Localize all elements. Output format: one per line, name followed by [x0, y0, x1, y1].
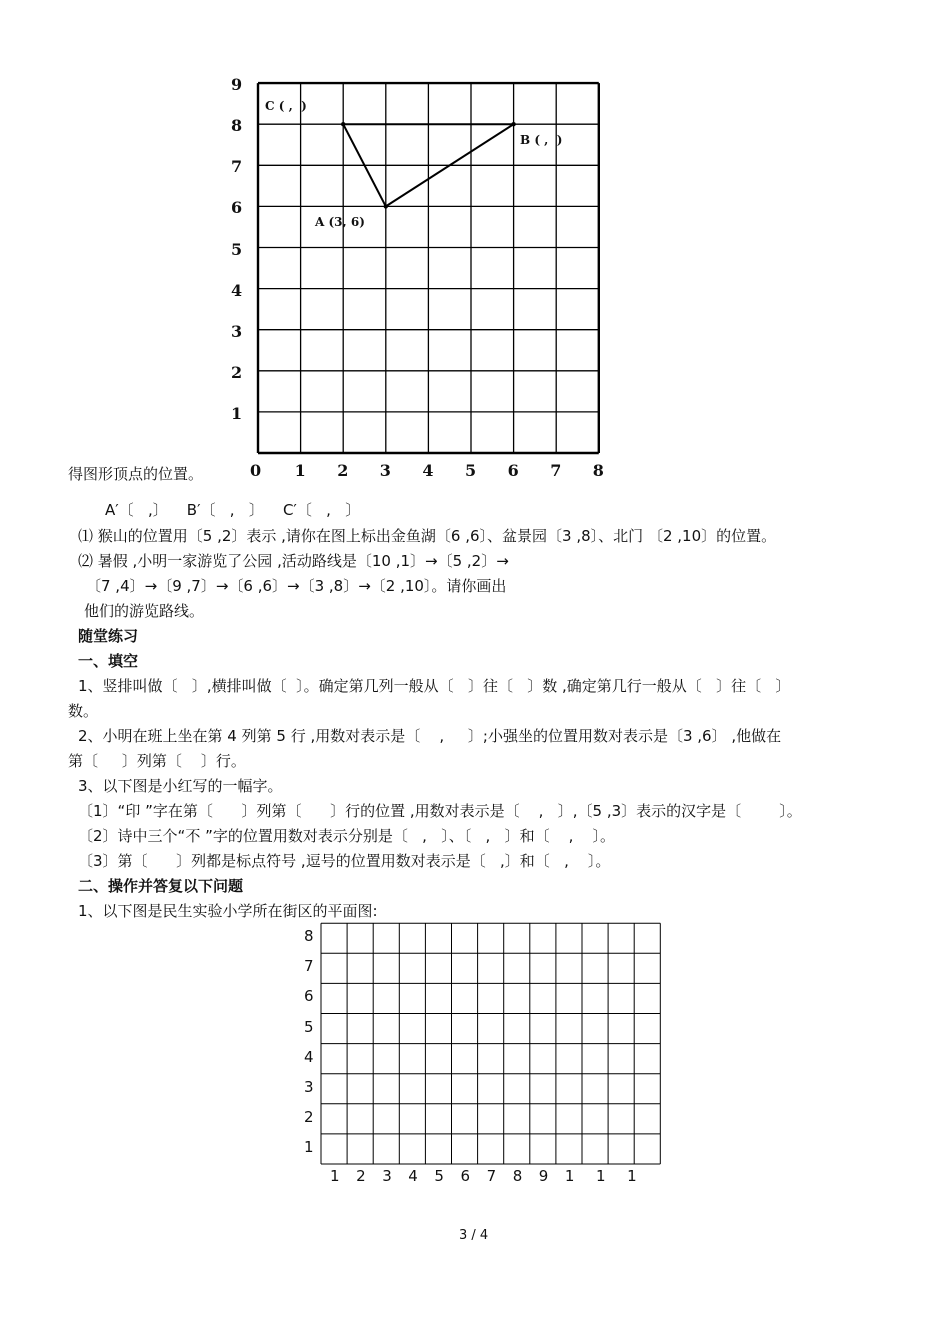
grid-1-y-tick: 7 [231, 157, 243, 177]
coordinate-grid-1 [0, 0, 950, 500]
grid-2-x-tick: 1 [596, 1167, 606, 1185]
heading-operations: 二、操作并答复以下问题 [78, 877, 244, 895]
grid-2-x-tick: 1 [627, 1167, 637, 1185]
grid-1-y-tick: 3 [231, 321, 243, 341]
prime-vertices-line: A′〔 ,〕 B′〔 , 〕 C′〔 , 〕 [105, 501, 361, 519]
grid-2-x-tick: 9 [538, 1167, 549, 1185]
fill-1-line-1: 1、竖排叫做〔 〕,横排叫做〔 〕。确定第几列一般从〔 〕往〔 〕数 ,确定第几行一般从〔 〕往〔 〕 [78, 677, 791, 695]
grid-2-y-tick: 3 [304, 1077, 314, 1096]
grid-2-y-tick: 4 [304, 1047, 314, 1066]
grid-1-x-tick: 1 [294, 461, 306, 480]
vertex-a [384, 204, 388, 208]
grid-2-x-tick: 4 [408, 1167, 418, 1185]
fill-2-line-1: 2、小明在班上坐在第 4 列第 5 行 ,用数对表示是〔 , 〕;小强坐的位置用数对表示是〔3 ,6〕 ,他做在 [78, 727, 782, 745]
grid-2-x-tick: 8 [512, 1167, 523, 1185]
grid-2-x-tick: 1 [330, 1167, 340, 1185]
grid-2-x-tick: 1 [564, 1167, 575, 1185]
grid-2-y-tick: 6 [304, 987, 314, 1006]
point-c-label: C ( , ) [265, 99, 307, 113]
grid-1-x-tick: 4 [422, 461, 434, 480]
question-1: ⑴ 猴山的位置用〔5 ,2〕表示 ,请你在图上标出金鱼湖〔6 ,6〕、盆景园〔3 ,8〕、北门 〔2 ,10〕的位置。 [78, 527, 777, 545]
grid-1-y-tick: 4 [231, 280, 243, 300]
grid-2-x-tick: 5 [434, 1167, 444, 1185]
grid-2-x-tick: 6 [460, 1167, 471, 1185]
vertex-c [341, 122, 345, 126]
grid-1-x-tick: 8 [592, 461, 604, 480]
grid-2-y-tick: 5 [304, 1017, 314, 1036]
point-a-label: A (3, 6) [315, 215, 365, 229]
grid-1-x-tick: 0 [250, 461, 262, 480]
fill-2-line-2: 第〔 〕列第〔 〕行。 [68, 752, 246, 770]
question-2-line-1: ⑵ 暑假 ,小明一家游览了公园 ,活动路线是〔10 ,1〕→〔5 ,2〕→ [78, 552, 509, 570]
heading-practice: 随堂练习 [78, 627, 139, 645]
intro-tail: 得图形顶点的位置。 [68, 465, 204, 483]
fill-3-sub-2: 〔2〕诗中三个“不 ”字的位置用数对表示分别是〔 , 〕、〔 , 〕和〔 , 〕。 [78, 827, 616, 845]
grid-2-x-tick: 7 [486, 1167, 497, 1185]
page-number: 3 / 4 [459, 1228, 489, 1243]
grid-1-y-tick: 2 [231, 362, 243, 382]
vertex-b [511, 122, 515, 126]
grid-2-y-tick: 1 [304, 1137, 314, 1156]
grid-1-x-tick: 6 [507, 461, 519, 480]
grid-2-y-tick: 7 [304, 957, 314, 976]
grid-2-x-tick: 3 [382, 1167, 392, 1185]
grid-1-y-tick: 6 [231, 198, 243, 218]
grid-2-y-tick: 8 [304, 927, 314, 946]
question-2-line-2: 〔7 ,4〕→〔9 ,7〕→〔6 ,6〕→〔3 ,8〕→〔2 ,10〕。请你画出 [86, 577, 507, 595]
coordinate-grid-2 [0, 900, 950, 1200]
point-b-label: B ( , ) [520, 133, 563, 147]
grid-1-x-tick: 5 [465, 461, 477, 480]
grid-1-x-tick: 3 [379, 461, 391, 480]
fill-1-line-2: 数。 [68, 702, 99, 720]
fill-3: 3、以下图是小红写的一幅字。 [78, 777, 283, 795]
grid-2-lines [321, 923, 660, 1164]
fill-3-sub-1: 〔1〕“印 ”字在第〔 〕列第〔 〕行的位置 ,用数对表示是〔 , 〕,〔5 ,3〕表示的汉字是〔 〕。 [78, 802, 802, 820]
grid-1-x-tick: 2 [337, 461, 349, 480]
grid-2-x-tick: 2 [356, 1167, 366, 1185]
grid-2-y-tick: 2 [304, 1107, 314, 1126]
grid-1-y-tick: 8 [231, 116, 243, 136]
grid-1-y-tick: 9 [231, 75, 243, 95]
grid-1-y-tick: 1 [231, 403, 243, 423]
heading-fill-in: 一、填空 [78, 652, 139, 670]
operation-1: 1、以下图是民生实验小学所在街区的平面图: [78, 902, 378, 920]
grid-1-y-tick: 5 [231, 239, 243, 259]
question-2-line-3: 他们的游览路线。 [84, 602, 205, 620]
fill-3-sub-3: 〔3〕第〔 〕列都是标点符号 ,逗号的位置用数对表示是〔 ,〕和〔 , 〕。 [78, 852, 611, 870]
grid-1-x-tick: 7 [550, 461, 562, 480]
